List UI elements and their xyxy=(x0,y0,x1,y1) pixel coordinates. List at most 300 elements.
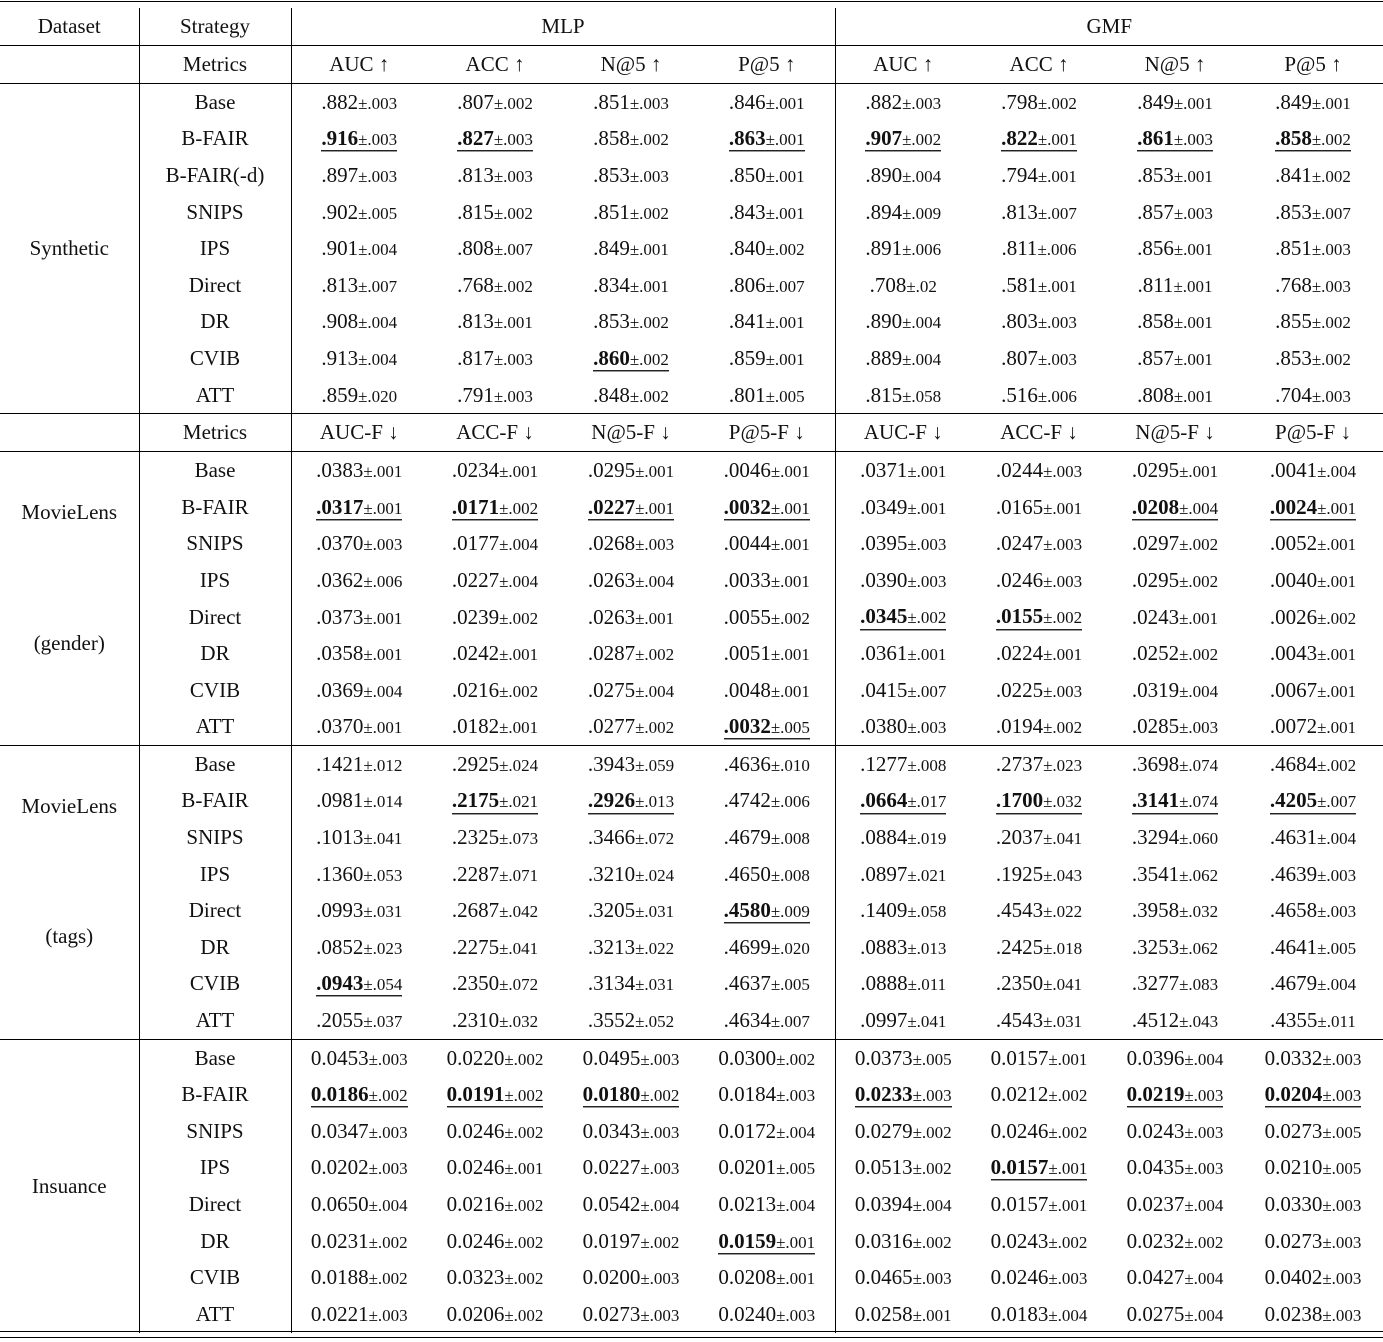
value-wrap xyxy=(1270,752,1356,776)
mean-value: 0.0246 xyxy=(990,1118,1049,1143)
value-cell xyxy=(971,672,1107,709)
std-value: ±.003 xyxy=(1179,718,1219,738)
mean-value: .851 xyxy=(593,89,630,114)
mean-value: 0.0210 xyxy=(1264,1155,1323,1180)
std-value: ±.001 xyxy=(1179,462,1219,482)
mean-value: .516 xyxy=(1001,382,1038,407)
value-wrap xyxy=(316,898,402,922)
mean-value: 0.0279 xyxy=(854,1118,913,1143)
mean-value: .851 xyxy=(593,199,630,224)
value-cell xyxy=(291,892,427,929)
value-cell xyxy=(971,377,1107,414)
value-wrap xyxy=(1275,200,1351,224)
std-value: ±.024 xyxy=(499,755,539,775)
value-wrap xyxy=(1001,90,1077,114)
value-cell xyxy=(699,304,835,341)
value-wrap xyxy=(1127,1046,1224,1070)
value-cell xyxy=(835,304,971,341)
mean-value: .0225 xyxy=(995,677,1044,702)
value-wrap xyxy=(991,1302,1088,1326)
mean-value: .798 xyxy=(1001,89,1038,114)
value-wrap xyxy=(718,1155,815,1179)
value-cell xyxy=(563,194,699,231)
mean-value: .0239 xyxy=(451,604,500,629)
mean-value: .2350 xyxy=(451,971,500,996)
value-cell xyxy=(563,709,699,746)
value-wrap xyxy=(457,309,533,333)
value-cell xyxy=(699,1002,835,1039)
mean-value: 0.0157 xyxy=(990,1192,1049,1217)
value-cell xyxy=(291,856,427,893)
mean-value: .0897 xyxy=(860,861,908,886)
mean-value: .0395 xyxy=(860,531,908,556)
value-cell xyxy=(427,157,563,194)
value-cell xyxy=(563,84,699,121)
std-value: ±.001 xyxy=(1317,718,1357,738)
value-wrap xyxy=(447,1119,544,1143)
group-header-mlp: MLP xyxy=(291,8,835,46)
mean-value: .0287 xyxy=(587,641,636,666)
value-cell xyxy=(971,892,1107,929)
table-row xyxy=(0,929,1383,966)
value-wrap xyxy=(996,971,1082,995)
value-cell xyxy=(427,194,563,231)
value-wrap xyxy=(1137,309,1213,333)
value-cell xyxy=(427,783,563,820)
std-value: ±.004 xyxy=(363,681,403,701)
mean-value: .0040 xyxy=(1269,567,1318,592)
mean-value: 0.0347 xyxy=(310,1118,369,1143)
value-cell xyxy=(563,1113,699,1150)
value-cell xyxy=(1107,746,1243,783)
value-wrap xyxy=(1137,383,1213,407)
std-value: ±.001 xyxy=(765,349,805,369)
value-cell xyxy=(291,267,427,304)
metric-header: N@5-F ↓ xyxy=(1107,414,1243,452)
value-cell xyxy=(1107,267,1243,304)
value-cell xyxy=(1107,230,1243,267)
mean-value: .811 xyxy=(1137,272,1174,297)
value-wrap xyxy=(452,714,538,738)
metric-header: AUC-F ↓ xyxy=(835,414,971,452)
std-value: ±.071 xyxy=(499,865,539,885)
value-wrap xyxy=(865,383,941,407)
value-cell xyxy=(699,672,835,709)
value-wrap xyxy=(1001,236,1076,260)
value-cell xyxy=(1107,340,1243,377)
table-row xyxy=(0,267,1383,304)
mean-value: .0383 xyxy=(316,458,364,483)
value-cell xyxy=(427,1113,563,1150)
mean-value: .882 xyxy=(321,89,359,114)
mean-value: 0.0332 xyxy=(1264,1045,1323,1070)
value-cell xyxy=(291,783,427,820)
mean-value: .2925 xyxy=(451,751,500,776)
mean-value: .4639 xyxy=(1269,861,1318,886)
mean-value: .856 xyxy=(1137,236,1174,261)
value-cell xyxy=(699,709,835,746)
value-wrap xyxy=(321,346,397,370)
best-value-underline xyxy=(860,789,946,813)
mean-value: 0.0233 xyxy=(854,1082,913,1107)
value-cell xyxy=(1243,709,1383,746)
value-wrap xyxy=(1270,568,1356,592)
table-row xyxy=(0,1259,1383,1296)
std-value: ±.041 xyxy=(499,938,539,958)
mean-value: .858 xyxy=(1137,309,1174,334)
best-value-underline xyxy=(729,127,805,151)
value-wrap xyxy=(729,236,805,260)
strategy-cell: B-FAIR xyxy=(139,489,291,526)
value-cell xyxy=(971,452,1107,489)
value-wrap xyxy=(1137,273,1212,297)
value-wrap xyxy=(724,1008,810,1032)
mean-value: 0.0200 xyxy=(582,1265,641,1290)
value-cell xyxy=(427,304,563,341)
std-value: ±.007 xyxy=(770,1012,810,1032)
std-value: ±.022 xyxy=(635,938,675,958)
value-cell xyxy=(291,672,427,709)
mean-value: .806 xyxy=(728,272,766,297)
std-value: ±.007 xyxy=(1037,203,1077,223)
value-cell xyxy=(1107,1039,1243,1076)
value-wrap xyxy=(1137,163,1213,187)
value-wrap xyxy=(452,752,538,776)
value-wrap xyxy=(316,935,402,959)
std-value: ±.001 xyxy=(1173,93,1213,113)
mean-value: .0165 xyxy=(995,494,1044,519)
mean-value: .0227 xyxy=(451,567,500,592)
table-row xyxy=(0,635,1383,672)
table-row xyxy=(0,856,1383,893)
value-wrap xyxy=(855,1265,952,1289)
std-value: ±.008 xyxy=(770,865,810,885)
mean-value: 0.0650 xyxy=(310,1192,369,1217)
mean-value: .3698 xyxy=(1131,751,1180,776)
std-value: ±.007 xyxy=(358,276,398,296)
value-cell xyxy=(1243,1150,1383,1187)
value-wrap xyxy=(860,531,946,555)
value-wrap xyxy=(1132,898,1218,922)
value-cell xyxy=(1107,1002,1243,1039)
value-cell xyxy=(427,1076,563,1113)
value-wrap xyxy=(452,1008,538,1032)
mean-value: 0.0495 xyxy=(582,1045,641,1070)
mean-value: .897 xyxy=(321,162,359,187)
value-wrap xyxy=(860,935,946,959)
mean-value: .3552 xyxy=(587,1008,636,1033)
value-wrap xyxy=(316,641,402,665)
value-cell xyxy=(971,562,1107,599)
metric-header: N@5-F ↓ xyxy=(563,414,699,452)
std-value: ±.004 xyxy=(912,1196,952,1216)
std-value: ±.003 xyxy=(902,93,942,113)
value-cell xyxy=(835,856,971,893)
mean-value: 0.0300 xyxy=(718,1045,777,1070)
mean-value: 0.0330 xyxy=(1264,1192,1323,1217)
value-cell xyxy=(291,230,427,267)
value-wrap xyxy=(996,825,1082,849)
std-value: ±.003 xyxy=(1184,1159,1224,1179)
mean-value: .863 xyxy=(728,126,766,151)
std-value: ±.037 xyxy=(363,1012,403,1032)
std-value: ±.001 xyxy=(770,681,810,701)
mean-value: 0.0373 xyxy=(854,1045,913,1070)
table-row xyxy=(0,1150,1383,1187)
mean-value: .0285 xyxy=(1131,714,1180,739)
mean-value: .916 xyxy=(321,126,359,151)
mean-value: .841 xyxy=(1275,162,1312,187)
metrics-label: Metrics xyxy=(139,46,291,84)
value-wrap xyxy=(447,1046,544,1070)
value-cell xyxy=(427,635,563,672)
std-value: ±.003 xyxy=(629,166,669,186)
mean-value: 0.0246 xyxy=(446,1228,505,1253)
std-value: ±.001 xyxy=(907,498,947,518)
mean-value: .0852 xyxy=(316,934,364,959)
std-value: ±.007 xyxy=(907,681,947,701)
std-value: ±.001 xyxy=(1043,498,1083,518)
strategy-cell: SNIPS xyxy=(139,1113,291,1150)
table-row xyxy=(0,1296,1383,1333)
value-cell xyxy=(291,562,427,599)
mean-value: 0.0343 xyxy=(582,1118,641,1143)
std-value: ±.001 xyxy=(770,498,810,518)
value-wrap xyxy=(1275,383,1351,407)
value-wrap xyxy=(729,383,805,407)
mean-value: 0.0188 xyxy=(310,1265,369,1290)
value-cell xyxy=(1107,1186,1243,1223)
std-value: ±.003 xyxy=(629,93,669,113)
table-row xyxy=(0,1002,1383,1039)
mean-value: .0888 xyxy=(860,971,908,996)
value-cell xyxy=(291,746,427,783)
value-wrap xyxy=(991,1082,1088,1106)
value-cell xyxy=(1107,157,1243,194)
mean-value: .815 xyxy=(457,199,494,224)
value-cell xyxy=(699,783,835,820)
strategy-cell: Base xyxy=(139,452,291,489)
std-value: ±.002 xyxy=(776,1049,816,1069)
table-row xyxy=(0,1113,1383,1150)
value-cell xyxy=(971,194,1107,231)
bottom-rule-double xyxy=(0,1337,1383,1338)
value-wrap xyxy=(855,1046,952,1070)
mean-value: .0046 xyxy=(723,458,771,483)
value-cell xyxy=(427,1259,563,1296)
value-cell xyxy=(699,1039,835,1076)
value-cell xyxy=(699,599,835,636)
value-wrap xyxy=(593,90,669,114)
value-wrap xyxy=(457,163,533,187)
std-value: ±.005 xyxy=(1322,1122,1362,1142)
value-wrap xyxy=(996,935,1082,959)
mean-value: .843 xyxy=(728,199,766,224)
value-cell xyxy=(1243,746,1383,783)
std-value: ±.001 xyxy=(1173,240,1213,260)
mean-value: .3141 xyxy=(1131,788,1180,813)
std-value: ±.001 xyxy=(776,1269,816,1289)
dataset-name: MovieLens xyxy=(21,499,118,524)
strategy-cell: SNIPS xyxy=(139,194,291,231)
mean-value: .913 xyxy=(321,345,359,370)
value-cell xyxy=(835,1150,971,1187)
value-wrap xyxy=(996,752,1082,776)
value-wrap xyxy=(1132,714,1218,738)
value-cell xyxy=(835,635,971,672)
value-wrap xyxy=(583,1302,680,1326)
mean-value: .0415 xyxy=(860,677,908,702)
value-wrap xyxy=(316,1008,402,1032)
value-wrap xyxy=(860,678,946,702)
value-cell xyxy=(699,194,835,231)
std-value: ±.003 xyxy=(358,93,398,113)
std-value: ±.004 xyxy=(358,313,398,333)
value-wrap xyxy=(1001,346,1077,370)
mean-value: .0369 xyxy=(316,677,364,702)
std-value: ±.005 xyxy=(912,1049,952,1069)
std-value: ±.031 xyxy=(363,902,403,922)
std-value: ±.001 xyxy=(907,462,947,482)
mean-value: 0.0237 xyxy=(1126,1192,1185,1217)
value-cell xyxy=(1107,599,1243,636)
std-value: ±.041 xyxy=(1043,829,1083,849)
strategy-cell: B-FAIR xyxy=(139,121,291,158)
value-wrap xyxy=(452,935,538,959)
value-wrap xyxy=(996,641,1082,665)
mean-value: .0993 xyxy=(316,898,364,923)
mean-value: .2687 xyxy=(451,898,500,923)
results-table xyxy=(0,8,1383,1333)
best-value-underline xyxy=(588,789,674,813)
value-cell xyxy=(291,929,427,966)
std-value: ±.003 xyxy=(493,349,533,369)
value-cell xyxy=(699,966,835,1003)
std-value: ±.002 xyxy=(902,130,942,150)
mean-value: .3943 xyxy=(587,751,636,776)
mean-value: .908 xyxy=(321,309,359,334)
std-value: ±.024 xyxy=(635,865,675,885)
std-value: ±.002 xyxy=(368,1232,408,1252)
value-cell xyxy=(971,84,1107,121)
std-value: ±.001 xyxy=(629,276,669,296)
std-value: ±.001 xyxy=(1037,276,1077,296)
value-wrap xyxy=(860,568,946,592)
std-value: ±.003 xyxy=(363,535,403,555)
std-value: ±.002 xyxy=(635,645,675,665)
value-cell xyxy=(427,267,563,304)
std-value: ±.003 xyxy=(358,166,398,186)
std-value: ±.004 xyxy=(1317,975,1357,995)
table-row xyxy=(0,746,1383,783)
mean-value: 0.0435 xyxy=(1126,1155,1185,1180)
best-value-underline xyxy=(447,1083,544,1107)
value-wrap xyxy=(1132,752,1218,776)
value-wrap xyxy=(311,1192,408,1216)
value-wrap xyxy=(1127,1265,1224,1289)
value-cell xyxy=(1107,526,1243,563)
value-cell xyxy=(1243,1076,1383,1113)
value-wrap xyxy=(1001,383,1077,407)
std-value: ±.032 xyxy=(1179,902,1219,922)
mean-value: 0.0246 xyxy=(990,1265,1049,1290)
value-cell xyxy=(1107,489,1243,526)
std-value: ±.014 xyxy=(363,792,403,812)
mean-value: .1013 xyxy=(316,825,364,850)
value-wrap xyxy=(452,458,538,482)
value-cell xyxy=(427,1296,563,1333)
mean-value: .0263 xyxy=(587,604,636,629)
std-value: ±.002 xyxy=(640,1232,680,1252)
mean-value: .0041 xyxy=(1269,458,1318,483)
value-wrap xyxy=(316,568,402,592)
std-value: ±.005 xyxy=(776,1159,816,1179)
std-value: ±.004 xyxy=(1179,681,1219,701)
std-value: ±.001 xyxy=(907,645,947,665)
strategy-header: Strategy xyxy=(139,8,291,46)
value-wrap xyxy=(860,714,946,738)
value-wrap xyxy=(1270,825,1356,849)
std-value: ±.003 xyxy=(368,1122,408,1142)
value-cell xyxy=(1243,1039,1383,1076)
value-wrap xyxy=(870,273,937,297)
std-value: ±.002 xyxy=(504,1305,544,1325)
mean-value: .4634 xyxy=(723,1008,771,1033)
mean-value: .0943 xyxy=(316,971,364,996)
mean-value: .0026 xyxy=(1269,604,1318,629)
best-value-underline xyxy=(1265,1083,1362,1107)
value-wrap xyxy=(855,1119,952,1143)
std-value: ±.002 xyxy=(907,608,947,628)
mean-value: .0371 xyxy=(860,458,908,483)
mean-value: .0033 xyxy=(723,567,771,592)
value-cell xyxy=(835,709,971,746)
value-wrap xyxy=(452,971,538,995)
value-wrap xyxy=(724,788,810,812)
table-row xyxy=(0,783,1383,820)
value-wrap xyxy=(865,309,941,333)
best-value-underline xyxy=(593,347,669,371)
value-cell xyxy=(427,819,563,856)
value-cell xyxy=(427,746,563,783)
value-cell xyxy=(1243,377,1383,414)
std-value: ±.001 xyxy=(499,718,539,738)
value-wrap xyxy=(316,458,402,482)
value-cell xyxy=(563,1223,699,1260)
mean-value: .4205 xyxy=(1269,788,1318,813)
value-wrap xyxy=(1137,90,1213,114)
std-value: ±.004 xyxy=(499,535,539,555)
std-value: ±.008 xyxy=(907,755,947,775)
value-cell xyxy=(427,1002,563,1039)
mean-value: .0268 xyxy=(587,531,636,556)
value-wrap xyxy=(321,383,397,407)
mean-value: 0.0227 xyxy=(582,1155,641,1180)
metric-header: AUC ↑ xyxy=(291,46,427,84)
std-value: ±.001 xyxy=(363,498,403,518)
metric-header: ACC-F ↓ xyxy=(427,414,563,452)
best-value-underline xyxy=(1127,1083,1224,1107)
strategy-cell: Direct xyxy=(139,599,291,636)
value-wrap xyxy=(452,898,538,922)
value-cell xyxy=(291,1076,427,1113)
std-value: ±.054 xyxy=(363,975,403,995)
value-wrap xyxy=(1265,1155,1362,1179)
value-wrap xyxy=(316,862,402,886)
std-value: ±.001 xyxy=(1173,166,1213,186)
std-value: ±.003 xyxy=(1322,1196,1362,1216)
value-wrap xyxy=(724,971,810,995)
